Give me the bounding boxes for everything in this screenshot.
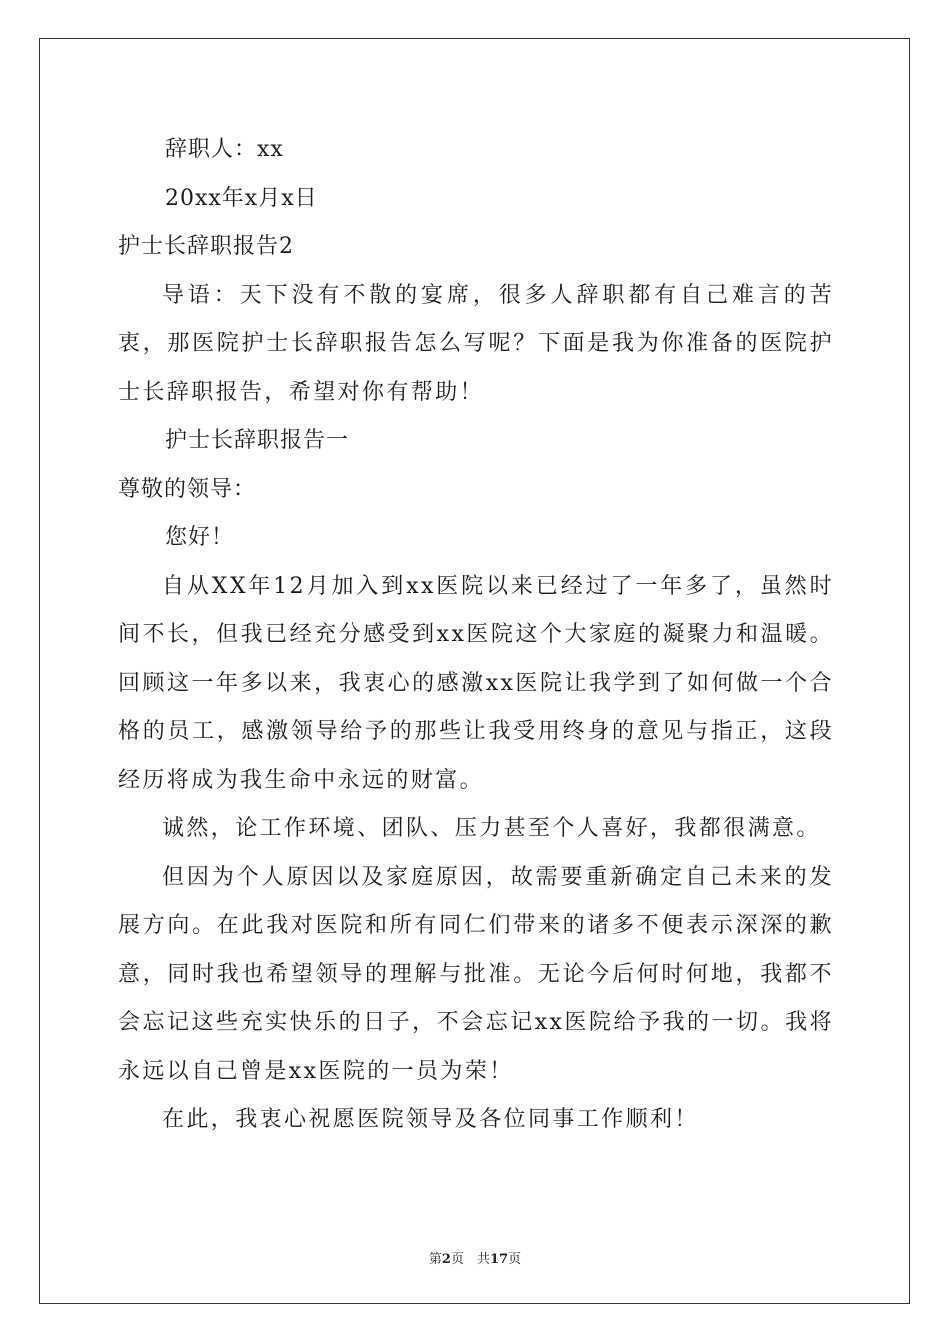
- body-paragraph-4: 在此，我衷心祝愿医院领导及各位同事工作顺利！: [162, 1107, 699, 1132]
- page-prefix: 第: [428, 1252, 442, 1267]
- body-paragraph-3: 但因为个人原因以及家庭原因，故需要重新确定自己未来的发展方向。在此我对医院和所有同仁们带来的诸多不便表示深深的歉意，同时我也希望领导的理解与批准。无论今后何时何地，我都不会忘记这些充实快乐的日子，不会忘记xx医院给予我的一切。我将永远以自己曾是xx医院的一员为荣！: [118, 864, 834, 1084]
- page-number-footer: [0, 1248, 950, 1267]
- greeting: 您好！: [165, 525, 235, 550]
- subheading: 护士长辞职报告一: [165, 428, 350, 453]
- intro-paragraph: 导语：天下没有不散的宴席，很多人辞职都有自己难言的苦衷，那医院护士长辞职报告怎么写呢？下面是我为你准备的医院护士长辞职报告，希望对你有帮助！: [118, 282, 834, 405]
- document-body: [118, 126, 834, 1145]
- page-suffix: 页: [508, 1252, 522, 1267]
- body-paragraph-2: 诚然，论工作环境、团队、压力甚至个人喜好，我都很满意。: [162, 816, 821, 841]
- section-heading: 护士长辞职报告2: [118, 234, 294, 259]
- page-mid: 页 共: [450, 1252, 490, 1267]
- date-line: 20xx年x月x日: [165, 185, 318, 211]
- signer-line: 辞职人：xx: [165, 137, 284, 162]
- body-paragraph-1: 自从XX年12月加入到xx医院以来已经过了一年多了，虽然时间不长，但我已经充分感受到xx医院这个大家庭的凝聚力和温暖。回顾这一年多以来，我衷心的感激xx医院让我学到了如何做一个合格的员工，感激领导给予的那些让我受用终身的意见与指正，这段经历将成为我生命中永远的财富。: [118, 573, 834, 793]
- page-total: 17: [489, 1252, 509, 1267]
- page-current: 2: [441, 1252, 451, 1267]
- salutation: 尊敬的领导：: [118, 476, 257, 502]
